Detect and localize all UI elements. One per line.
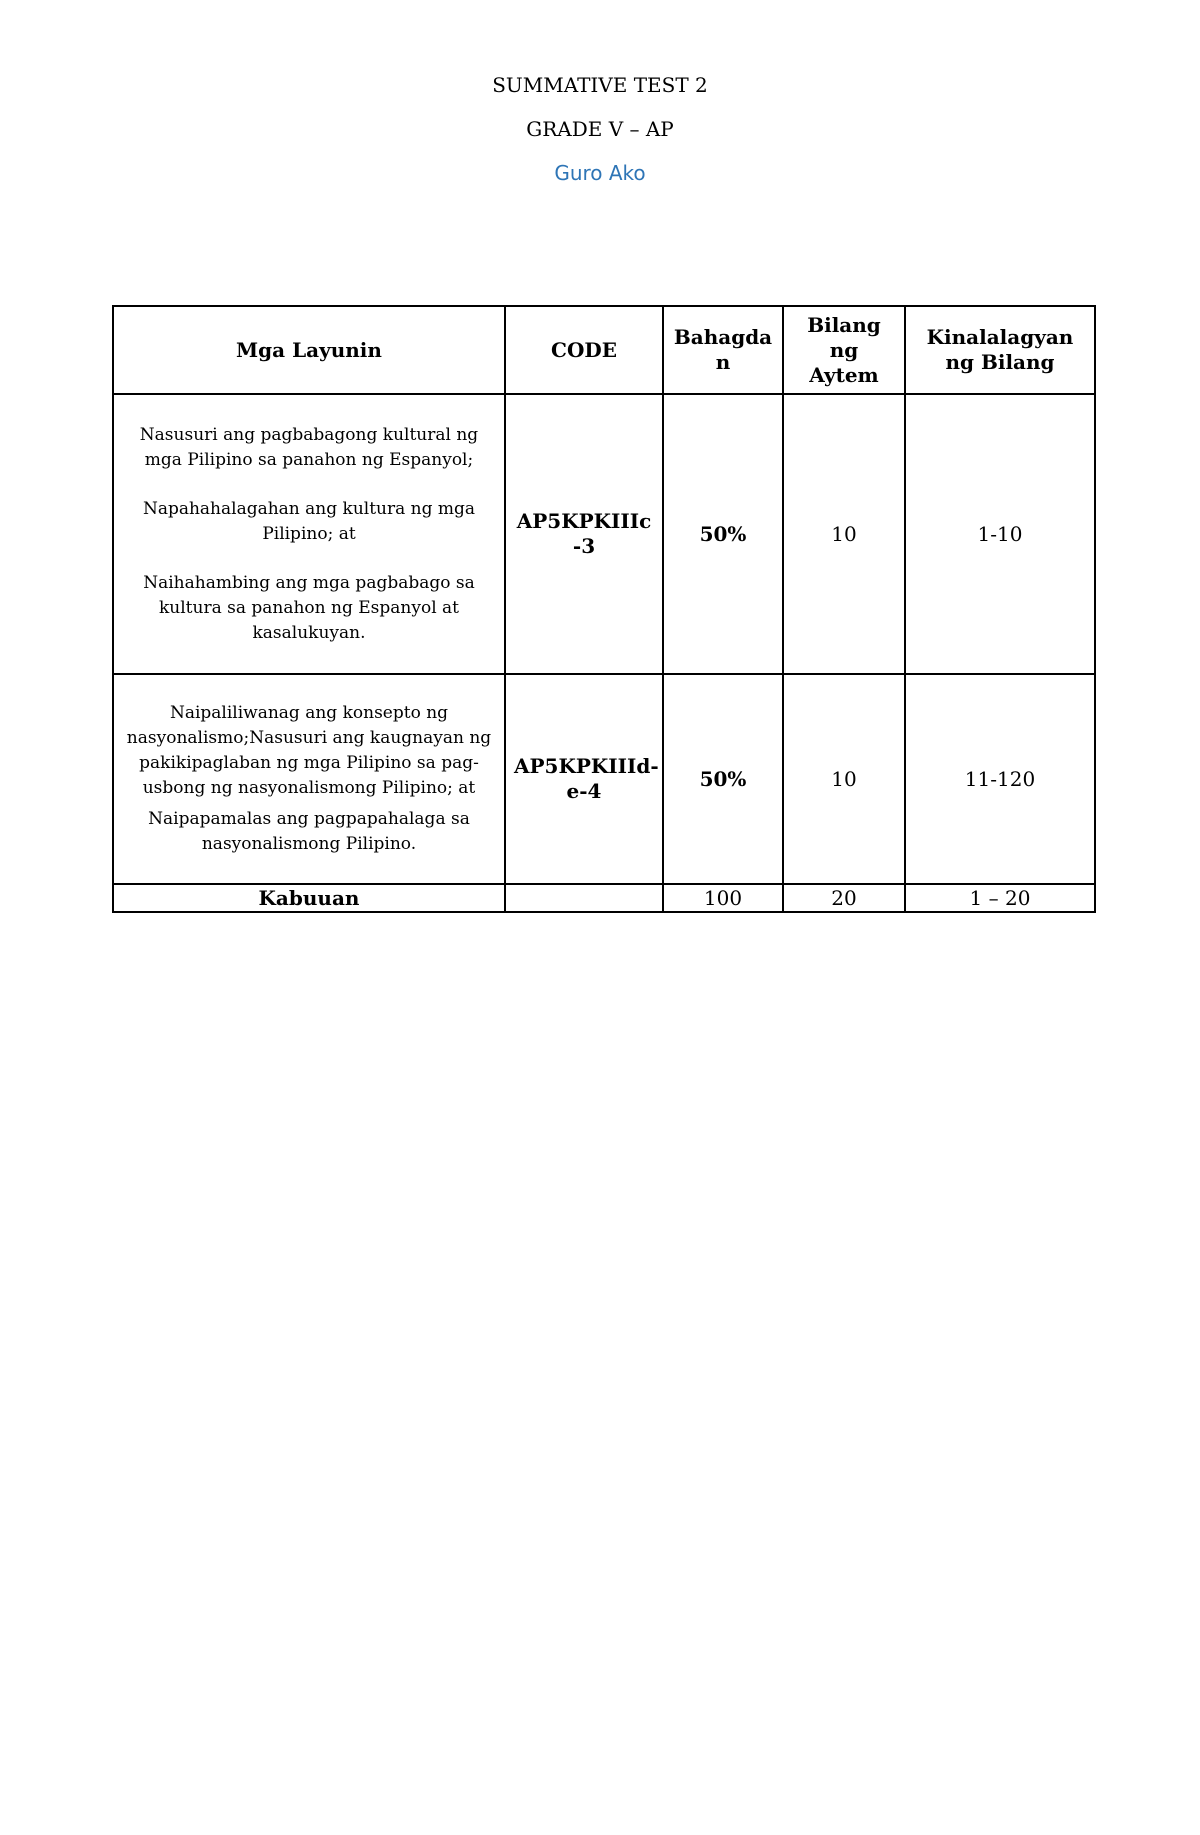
placement-cell: 11-120 — [905, 674, 1095, 884]
column-header-item-count: Bilang ng Aytem — [783, 306, 905, 394]
author-name: Guro Ako — [554, 161, 646, 185]
placement-cell: 1-10 — [905, 394, 1095, 674]
objective-text: Napahahalagahan ang kultura ng mga Pilipino; at — [142, 498, 476, 544]
total-item-count: 20 — [783, 884, 905, 912]
objective-text: Nasusuri ang pagbabagong kultural ng mga Pilipino sa panahon ng Espanyol; — [139, 424, 479, 470]
column-header-code: CODE — [505, 306, 663, 394]
grade-subtitle: GRADE V – AP — [526, 117, 674, 141]
objectives-cell — [113, 394, 505, 674]
code-cell: AP5KPKIIId-e-4 — [505, 674, 663, 884]
objective-text: Naipapamalas ang pagpapahalaga sa nasyonalismong Pilipino. — [148, 809, 470, 854]
table-row — [113, 674, 1095, 884]
total-label: Kabuuan — [113, 884, 505, 912]
percent-cell: 50% — [663, 674, 783, 884]
document-title: SUMMATIVE TEST 2 — [492, 73, 708, 97]
item-count-cell: 10 — [783, 394, 905, 674]
objective-text: Naipaliliwanag ang konsepto ng nasyonalismo;Nasusuri ang kaugnayan ng pakikipaglaban ng mga Pilipino sa pag-usbong ng nasyonalismong Pilipino; at — [126, 703, 492, 798]
total-code-cell — [505, 884, 663, 912]
column-header-percent: Bahagda n — [663, 306, 783, 394]
table-header-row — [113, 306, 1095, 394]
table-of-specifications — [112, 305, 1096, 913]
objectives-cell — [113, 674, 505, 884]
total-percent: 100 — [663, 884, 783, 912]
total-row — [113, 884, 1095, 912]
total-placement: 1 – 20 — [905, 884, 1095, 912]
code-cell: AP5KPKIIIc -3 — [505, 394, 663, 674]
objective-text: Naihahambing ang mga pagbabago sa kultura sa panahon ng Espanyol at kasalukuyan. — [143, 572, 475, 643]
column-header-objectives: Mga Layunin — [113, 306, 505, 394]
percent-cell: 50% — [663, 394, 783, 674]
item-count-cell: 10 — [783, 674, 905, 884]
column-header-placement: Kinalalagyan ng Bilang — [905, 306, 1095, 394]
table-row — [113, 394, 1095, 674]
